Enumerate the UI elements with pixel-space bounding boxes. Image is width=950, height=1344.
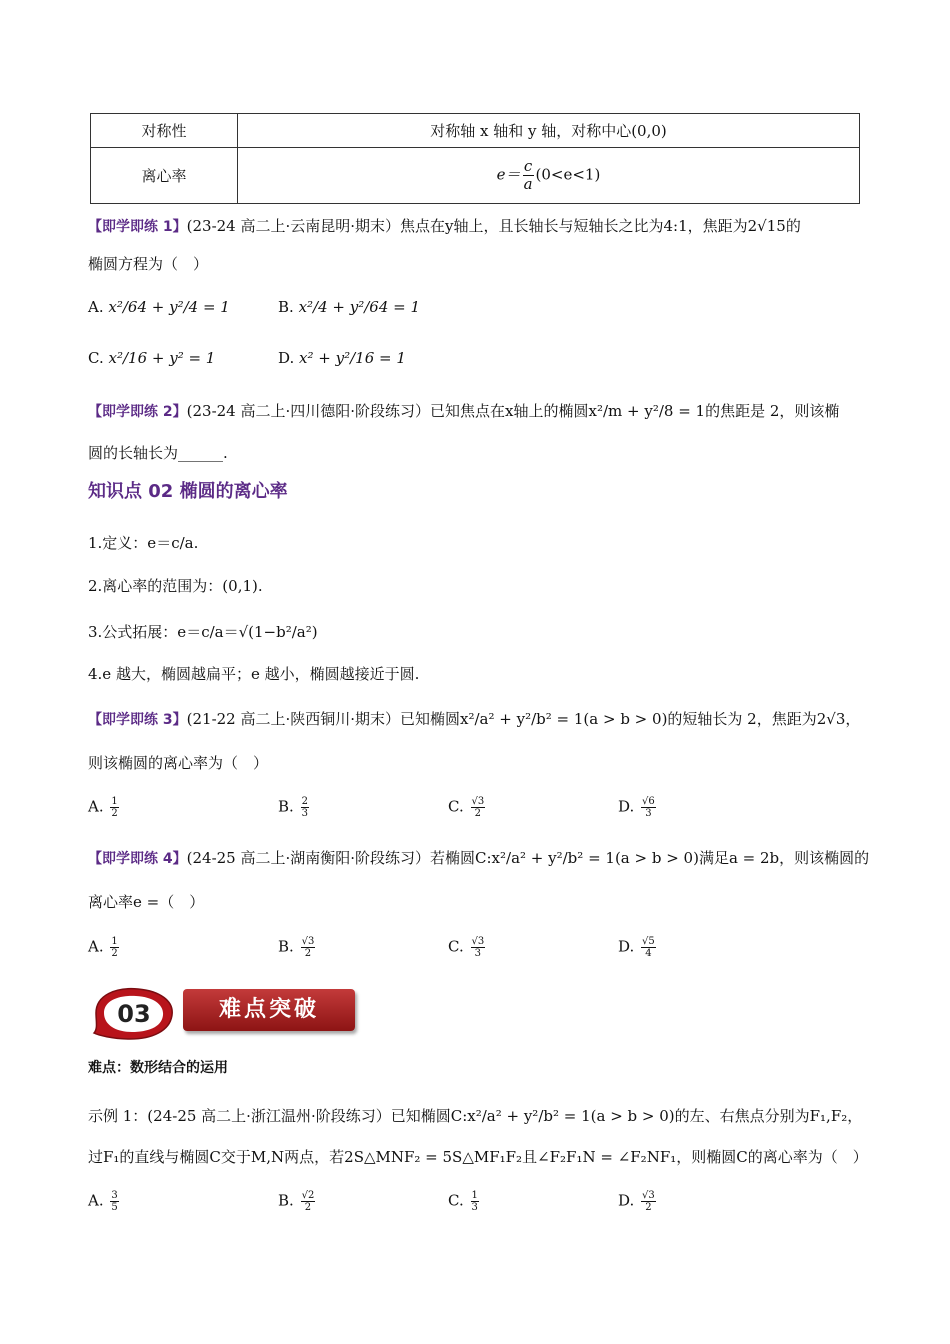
practice-tag: 【即学即练 1】: [88, 219, 187, 235]
option-d[interactable]: [278, 349, 406, 367]
table-cell-label: 离心率: [91, 148, 238, 204]
option-a[interactable]: [88, 796, 121, 819]
option-b[interactable]: [278, 796, 311, 819]
option-expr: x²/64 + y²/4 = 1: [108, 298, 230, 316]
eccentricity-fraction: [523, 158, 534, 193]
fraction-numerator: 2: [301, 796, 308, 807]
option-c[interactable]: [88, 349, 215, 367]
practice-text: (24-25 高二上·湖南衡阳·阶段练习）若椭圆C:x²/a² + y²/b² = 1(a > b > 0)满足a = 2b，则该椭圆的: [186, 849, 870, 867]
option-fraction: [301, 796, 309, 819]
option-d[interactable]: [618, 936, 658, 959]
option-a[interactable]: [88, 936, 121, 959]
fraction-numerator: √3: [471, 796, 485, 807]
fraction-denominator: 3: [301, 808, 308, 819]
fraction-denominator: 2: [304, 948, 312, 959]
badge-number: 03: [117, 1000, 151, 1028]
formula-item: 3.公式拓展：e＝c/a＝√(1−b²/a²): [88, 623, 318, 641]
option-expr: x²/16 + y² = 1: [108, 349, 216, 367]
section-banner: 难点突破: [183, 989, 355, 1031]
fraction-denominator: 3: [474, 948, 482, 959]
option-b[interactable]: [278, 936, 317, 959]
fraction-numerator: √3: [301, 936, 315, 947]
option-label: C.: [448, 937, 464, 956]
practice-tag: 【即学即练 4】: [88, 851, 187, 867]
option-b[interactable]: [278, 1190, 317, 1213]
option-c[interactable]: [448, 796, 487, 819]
fraction-numerator: √6: [642, 796, 655, 807]
fraction-numerator: √3: [642, 1190, 655, 1201]
option-d[interactable]: [618, 1190, 658, 1213]
fraction-denominator: 2: [111, 808, 118, 819]
option-fraction: [641, 936, 656, 959]
option-fraction: [641, 796, 656, 819]
practice-1-line-2: 椭圆方程为（ ）: [88, 255, 209, 273]
properties-table: [90, 113, 860, 204]
practice-4-line-1: [88, 848, 869, 869]
fraction-denominator: 3: [645, 808, 652, 819]
option-label: A.: [88, 937, 104, 956]
fraction-numerator: √3: [471, 936, 485, 947]
option-label: D.: [618, 1191, 635, 1210]
option-label: A.: [88, 1191, 104, 1210]
fraction-numerator: 1: [111, 796, 118, 807]
eccentricity-range: (0<e<1): [535, 165, 601, 184]
option-c[interactable]: [448, 936, 487, 959]
trend-item: 4.e 越大，椭圆越扁平；e 越小，椭圆越接近于圆.: [88, 665, 420, 683]
option-fraction: [471, 796, 486, 819]
practice-3-line-2: 则该椭圆的离心率为（ ）: [88, 754, 269, 772]
difficulty-heading: 难点：数形结合的运用: [88, 1060, 228, 1076]
option-label: C.: [448, 1191, 464, 1210]
option-a[interactable]: [88, 298, 230, 316]
definition-item: 1.定义：e＝c/a.: [88, 534, 199, 552]
table-cell-value: [238, 148, 860, 204]
table-cell-label: 对称性: [91, 114, 238, 148]
option-label: A.: [88, 797, 104, 816]
option-c[interactable]: [448, 1190, 481, 1213]
practice-2-line-1: [88, 401, 839, 422]
fraction-numerator: 1: [471, 1190, 478, 1201]
option-label: D.: [618, 937, 635, 956]
fraction-denominator: 4: [645, 948, 652, 959]
option-d[interactable]: [618, 796, 658, 819]
fraction-denominator: 5: [111, 1202, 118, 1213]
fraction-denominator: 2: [304, 1202, 312, 1213]
option-fraction: [471, 936, 486, 959]
fraction-numerator: √5: [642, 936, 655, 947]
fraction-denominator: 3: [471, 1202, 478, 1213]
option-fraction: [110, 796, 118, 819]
section-number-badge: [90, 985, 176, 1041]
option-fraction: [301, 1190, 316, 1213]
range-item: 2.离心率的范围为：(0,1).: [88, 577, 263, 595]
option-expr: x² + y²/16 = 1: [299, 349, 406, 367]
option-expr: x²/4 + y²/64 = 1: [298, 298, 421, 316]
option-label: D.: [278, 349, 295, 367]
option-label: B.: [278, 298, 294, 316]
eccentricity-prefix: e＝: [496, 165, 521, 184]
practice-text: (23-24 高二上·云南昆明·期末）焦点在y轴上，且长轴长与短轴长之比为4:1，焦距为2√15的: [186, 217, 801, 235]
fraction-denominator: 2: [645, 1202, 652, 1213]
option-label: C.: [88, 349, 104, 367]
table-row: [91, 148, 860, 204]
table-cell-value: 对称轴 x 轴和 y 轴，对称中心(0,0): [238, 114, 860, 148]
fraction-numerator: √2: [301, 1190, 315, 1201]
option-label: B.: [278, 937, 294, 956]
fraction-numerator: 3: [111, 1190, 118, 1201]
option-fraction: [110, 1190, 118, 1213]
option-label: D.: [618, 797, 635, 816]
option-fraction: [110, 936, 118, 959]
option-fraction: [471, 1190, 479, 1213]
fraction-numerator: c: [523, 157, 533, 175]
fraction-denominator: 2: [474, 808, 482, 819]
fraction-denominator: 2: [111, 948, 118, 959]
option-label: C.: [448, 797, 464, 816]
practice-4-line-2: 离心率e =（ ）: [88, 893, 205, 911]
practice-tag: 【即学即练 3】: [88, 712, 187, 728]
option-fraction: [301, 936, 316, 959]
option-a[interactable]: [88, 1190, 121, 1213]
example-line-2: 过F₁的直线与椭圆C交于M,N两点，若2S△MNF₂ = 5S△MF₁F₂且∠F₂F₁N = ∠F₂NF₁，则椭圆C的离心率为（ ）: [88, 1148, 868, 1166]
fraction-denominator: a: [523, 175, 533, 193]
fraction-numerator: 1: [111, 936, 118, 947]
example-line-1: 示例 1：(24-25 高二上·浙江温州·阶段练习）已知椭圆C:x²/a² + y²/b² = 1(a > b > 0)的左、右焦点分别为F₁,F₂，: [88, 1107, 863, 1125]
table-row: [91, 114, 860, 148]
practice-text: (23-24 高二上·四川德阳·阶段练习）已知焦点在x轴上的椭圆x²/m + y²/8 = 1的焦距是 2，则该椭: [186, 402, 840, 420]
practice-tag: 【即学即练 2】: [88, 404, 187, 420]
practice-2-line-2: 圆的长轴长为______.: [88, 444, 228, 462]
option-fraction: [641, 1190, 656, 1213]
option-label: B.: [278, 1191, 294, 1210]
practice-1-line-1: [88, 216, 801, 237]
option-b[interactable]: [278, 298, 420, 316]
option-label: B.: [278, 797, 294, 816]
practice-3-line-1: [88, 709, 860, 730]
section-title: 知识点 02 椭圆的离心率: [88, 481, 288, 502]
option-label: A.: [88, 298, 104, 316]
practice-text: (21-22 高二上·陕西铜川·期末）已知椭圆x²/a² + y²/b² = 1(a > b > 0)的短轴长为 2，焦距为2√3，: [186, 710, 861, 728]
